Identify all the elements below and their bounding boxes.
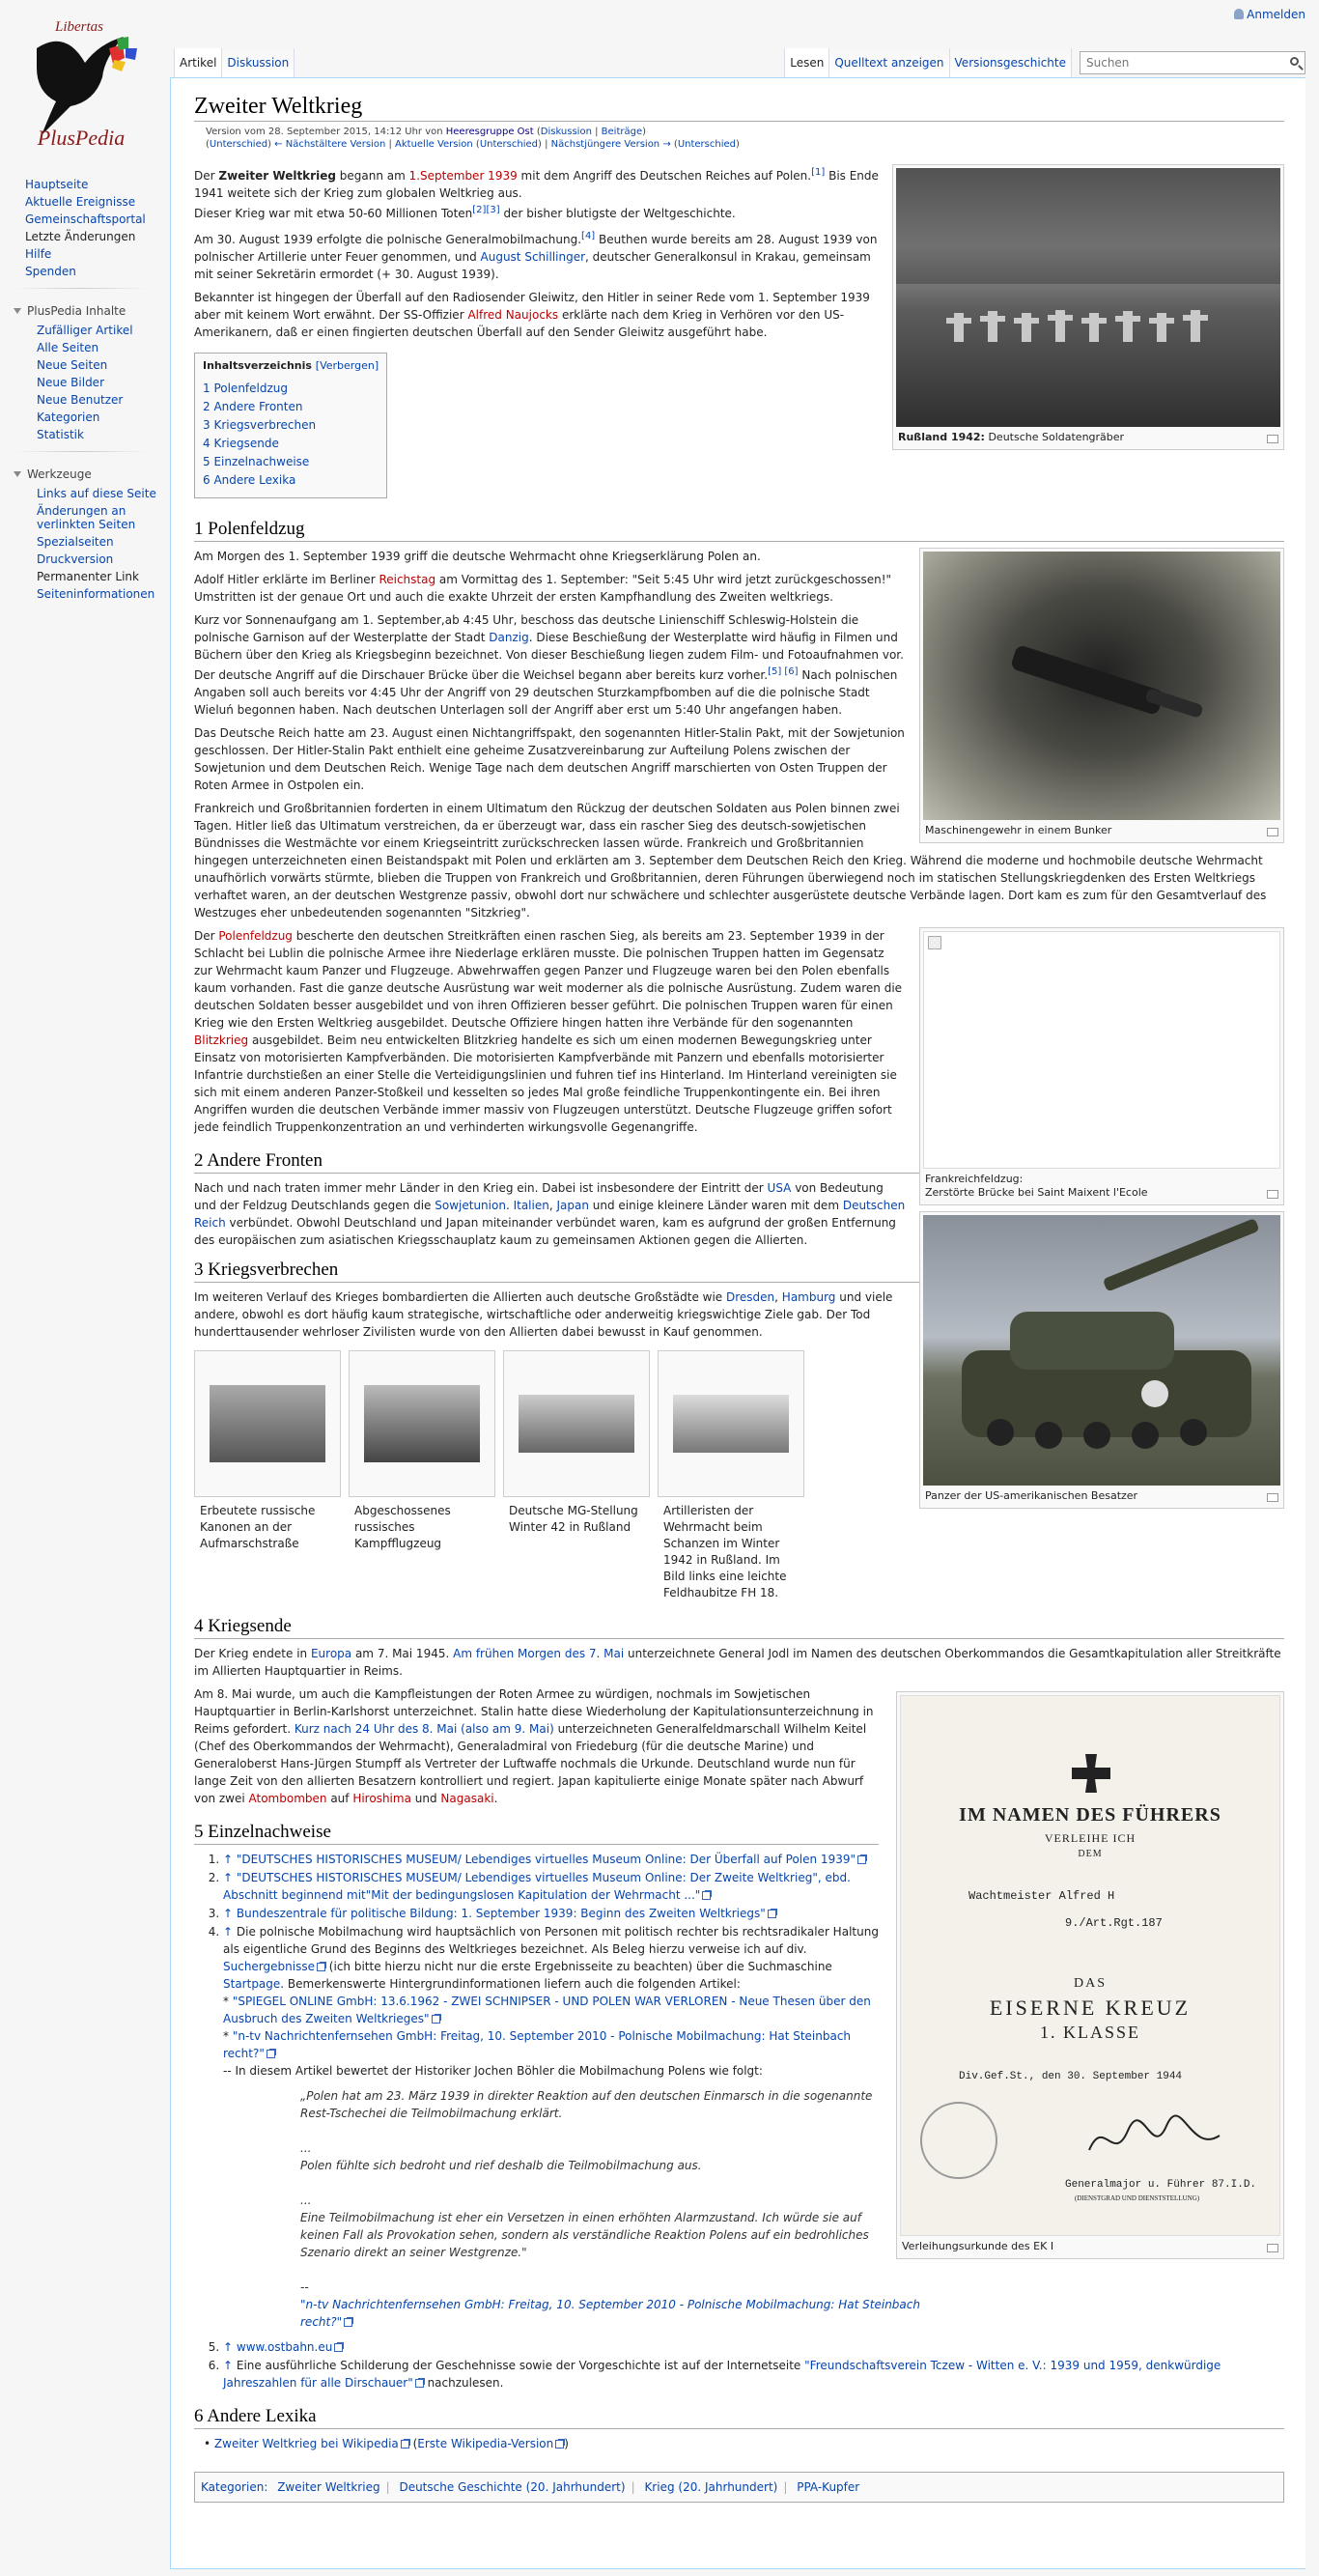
certificate-name: Wachtmeister Alfred H: [968, 1889, 1115, 1903]
separator: [14, 288, 149, 289]
thumb-caption: [923, 820, 1280, 839]
thumb-caption: [896, 427, 1280, 446]
view-tabs: [784, 48, 1305, 77]
reference-item: 4. ↑ Die polnische Mobilmachung wird hauptsächlich von Personen mit politisch rechter bis rechtsradikaler Haltung als eigentliche Grund des Beginns des Weltkrieges bezeichnet. Als Beleg hierzu verweise ich auf div. Suchergebnisse (ich bitte hierzu nicht nur die erste Ergebnisseite zu beachten) über die Suchmaschine Startpage. Bemerkenswerte Hintergrundinformationen liefern auch die folgenden Artikel: * "SPIEGEL ONLINE GmbH: 13.6.1962 - ZWEI SCHNIPSER - UND POLEN WAR VERLOREN - Neue Thesen über den Ausbruch des Zweiten Weltkrieges" * "n-tv Nachrichtenfernsehen GmbH: Freitag, 10. September 2010 - Polnische Mobilmachung: Hat Steinbach recht?" -- In diesem Artikel bewertet der Historiker Jochen Böhler die Mobilmachung Polens wie folgt: „Polen hat am 23. März 1939 in direkter Reaktion auf den deutschen Einmarsch in die sogenannte Rest-Tschechei die Teilmobilmachung erklärt. ... Polen fühlte sich bedroht und rief deshalb die Teilmobilmachung aus. ... Eine Teilmobilmachung ist eher ein Versetzen in einen erhöhten Alarmzustand. Ich würde sie auf keinen Fall als Provokation sehen, sondern als verständliche Reaktion Polens auf ein bedrohliches Szenario direkt an seiner Westgrenze." -- "n-tv Nachrichtenfernsehen GmbH: Freitag, 10. September 2010 - Polnische Mobilmachung: Hat Steinbach recht?": [223, 1923, 1284, 2331]
gallery-item: [658, 1350, 804, 1601]
user-bar: [1234, 8, 1305, 21]
ntv-link[interactable]: "n-tv Nachrichtenfernsehen GmbH: Freitag, 10. September 2010 - Polnische Mobilmachung: Hat Steinbach recht?": [223, 2029, 852, 2060]
tab-article-label[interactable]: Artikel: [180, 56, 217, 70]
toc-item[interactable]: 3 Kriegsverbrechen: [203, 418, 317, 432]
revinfo-text: (: [472, 139, 480, 150]
link-deutsches-reich[interactable]: Deutschen Reich: [194, 1199, 906, 1230]
image-bunker-mg[interactable]: [923, 552, 1280, 820]
spiegel-link[interactable]: "SPIEGEL ONLINE GmbH: 13.6.1962 - ZWEI SCHNIPSER - UND POLEN WAR VERLOREN - Neue Thesen über den Ausbruch des Zweiten Weltkrieges": [223, 1995, 871, 2025]
backlink[interactable]: ↑: [223, 2340, 234, 2354]
link-polenfeldzug[interactable]: Polenfeldzug: [218, 929, 293, 943]
gallery-image-mg[interactable]: [519, 1395, 634, 1453]
page-title: Zweiter Weltkrieg: [194, 92, 1284, 122]
nav-whatlinkshere[interactable]: Links auf diese Seite: [37, 487, 156, 500]
toc-toggle[interactable]: [Verbergen]: [315, 359, 379, 372]
revinfo-text: ): [267, 139, 275, 150]
revinfo-text: |: [591, 127, 602, 137]
search-results-link[interactable]: Suchergebnisse: [223, 1960, 315, 1973]
toc-item[interactable]: 5 Einzelnachweise: [203, 455, 310, 468]
link-august-schillinger[interactable]: August Schillinger: [480, 250, 586, 264]
tab-history[interactable]: [949, 48, 1072, 77]
quote-text: ...: [300, 2194, 312, 2207]
link-japan[interactable]: Japan: [556, 1199, 589, 1212]
first-wikipedia-version-link[interactable]: Erste Wikipedia-Version: [417, 2437, 554, 2450]
quote-text: ...: [300, 2141, 312, 2155]
certificate-unit: 9./Art.Rgt.187: [1065, 1916, 1163, 1930]
portal-inhalte-heading[interactable]: PlusPedia Inhalte: [25, 302, 170, 320]
external-link-icon: [334, 2343, 343, 2352]
gallery-caption: Artilleristen der Wehrmacht beim Schanzen im Winter 1942 in Rußland. Im Bild links eine leichte Feldhaubitze FH 18.: [663, 1504, 787, 1599]
link-hiroshima[interactable]: Hiroshima: [352, 1792, 411, 1805]
diff-link[interactable]: Unterschied: [479, 139, 538, 150]
nav-donate[interactable]: Spenden: [25, 265, 76, 278]
search-input[interactable]: [1080, 52, 1274, 73]
nav-statistics[interactable]: Statistik: [37, 428, 84, 441]
login-link[interactable]: Anmelden: [1247, 8, 1305, 21]
link-europa[interactable]: Europa: [310, 1647, 352, 1660]
broken-image-icon: [928, 936, 941, 949]
ref-link[interactable]: [2][3]: [472, 205, 500, 215]
enlarge-icon[interactable]: [1267, 828, 1278, 836]
backlink[interactable]: ↑: [223, 1925, 234, 1939]
user-icon: [1234, 9, 1244, 19]
reference-link[interactable]: "DEUTSCHES HISTORISCHES MUSEUM/ Lebendiges virtuelles Museum Online: Der Zweite Weltkrieg", ebd. Abschnitt beginnend mit"Mit der bedingungslosen Kapitulation der Wehrmacht ...": [223, 1871, 851, 1902]
image-gallery: [194, 1350, 906, 1601]
gallery-image-frame: [194, 1350, 341, 1497]
nav-help[interactable]: Hilfe: [25, 247, 52, 261]
search-icon[interactable]: [1290, 57, 1299, 66]
gallery-item: [194, 1350, 341, 1601]
category-link[interactable]: PPA-Kupfer: [797, 2480, 860, 2494]
gallery-image-plane[interactable]: [364, 1385, 480, 1462]
section-heading: 4 Kriegsende: [194, 1615, 1284, 1639]
image-ek-certificate[interactable]: [900, 1695, 1280, 2236]
separator: [14, 451, 149, 452]
certificate-text: DAS: [1073, 1976, 1107, 1991]
signature-icon: [1084, 2111, 1229, 2169]
iron-cross-icon: [1072, 1754, 1110, 1793]
tab-discussion[interactable]: [221, 48, 295, 77]
external-link-icon: [768, 1910, 776, 1918]
intro-paragraph: Bekannter ist hingegen der Überfall auf den Radiosender Gleiwitz, den Hitler in seiner Rede vom 1. September 1939 aber mit keinem Wort erwähnt. Der SS-Offizier Alfred Naujocks erklärte nach dem Krieg in Verhören vor den US-Amerikanern, daß er einen fingierten deutschen Überfall auf den Sender Gleiwitz ausgeführt habe.: [194, 291, 870, 339]
ref-link[interactable]: [5] [6]: [768, 666, 799, 677]
revinfo-contrib-link[interactable]: Beiträge: [601, 127, 643, 137]
enlarge-icon[interactable]: [1267, 435, 1278, 443]
link-hamburg[interactable]: Hamburg: [781, 1290, 836, 1304]
backlink[interactable]: ↑: [223, 1871, 234, 1884]
caption-text: Verleihungsurkunde des EK I: [902, 2240, 1054, 2252]
thumb-graves: [892, 164, 1284, 450]
tab-history-label[interactable]: Versionsgeschichte: [954, 56, 1066, 70]
gallery-caption: Deutsche MG-Stellung Winter 42 in Rußland: [509, 1504, 638, 1534]
paragraph: Der Krieg endete in Europa am 7. Mai 1945. Am frühen Morgen des 7. Mai unterzeichnete General Jodl im Namen des deutschen Oberkommandos die Gesamtkapitulation aller Streitkräfte im Allierten Hauptquartier in Reims.: [194, 1647, 1281, 1678]
image-us-tank[interactable]: [923, 1215, 1280, 1486]
nav-current-events[interactable]: Aktuelle Ereignisse: [25, 195, 136, 209]
section-heading: 6 Andere Lexika: [194, 2405, 1284, 2429]
caption-text: Frankreichfeldzug:: [925, 1173, 1024, 1185]
category-link[interactable]: Deutsche Geschichte (20. Jahrhundert): [399, 2480, 626, 2494]
toc-title: Inhaltsverzeichnis: [203, 359, 312, 372]
sidebar: [25, 176, 170, 603]
revision-info: [206, 126, 746, 151]
paragraph: Adolf Hitler erklärte im Berliner Reichstag am Vormittag des 1. September: "Seit 5:45 Uhr wird jetzt zurückgeschossen!" Umstritten ist der genaue Ort und auch die exakte Uhrzeit der ersten Kampfhandlung des Zweiten weltkriegs.: [194, 573, 892, 604]
link-reichstag[interactable]: Reichstag: [379, 573, 436, 586]
external-link-icon: [432, 2015, 440, 2024]
quote-text: Eine Teilmobilmachung ist eher ein Versetzen in einen erhöhten Alarmzustand. Ich würde sie auf keinen Fall als Provokation sehen, sondern als verständliche Reaktion Polens auf ein bedrohliches Szenario direkt an seiner Westgrenze.": [300, 2211, 869, 2259]
gallery-caption: Erbeutete russische Kanonen an der Aufmarschstraße: [200, 1504, 316, 1550]
intro-paragraph: Am 30. August 1939 erfolgte die polnische Generalmobilmachung.[4] Beuthen wurde bereits am 28. August 1939 von polnischer Artillerie unter Feuer genommen, und August Schillinger, deutscher Generalkonsul in Krakau, gemeinsam mit seiner Sekretärin ermordet (+ 30. August 1939).: [194, 231, 878, 281]
gallery-image-artillery[interactable]: [673, 1395, 789, 1453]
link-nagasaki[interactable]: Nagasaki: [440, 1792, 494, 1805]
external-link-icon: [857, 1855, 866, 1864]
thumb-caption: [923, 1486, 1280, 1505]
nav-random-article[interactable]: Zufälliger Artikel: [37, 324, 133, 337]
search-box: [1080, 51, 1305, 74]
gallery-image-frame: [349, 1350, 495, 1497]
tab-read-label[interactable]: Lesen: [790, 56, 825, 70]
certificate-award: EISERNE KREUZ: [989, 1996, 1192, 2020]
gallery-image-frame: [658, 1350, 804, 1497]
revinfo-text: (: [206, 139, 210, 150]
nav-new-users[interactable]: Neue Benutzer: [37, 393, 124, 407]
thumb-caption: [923, 1169, 1280, 1202]
external-link-icon: [555, 2440, 564, 2449]
wikipedia-link[interactable]: Zweiter Weltkrieg bei Wikipedia: [213, 2437, 399, 2450]
category-links: Kategorien: Zweiter Weltkrieg | Deutsche Geschichte (20. Jahrhundert) | Krieg (20. Jahrhundert) | PPA-Kupfer: [194, 2472, 1284, 2503]
backlink[interactable]: ↑: [223, 1907, 234, 1920]
reference-link[interactable]: Bundeszentrale für politische Bildung: 1. September 1939: Beginn des Zweiten Weltkriegs": [236, 1907, 766, 1920]
revinfo-text: Version vom 28. September 2015, 14:12 Uhr von: [206, 127, 446, 137]
tab-view-source[interactable]: [828, 48, 948, 77]
diff-link[interactable]: Unterschied: [677, 139, 736, 150]
nav-recent-changes[interactable]: Letzte Änderungen: [25, 230, 136, 243]
logo-text: PlusPedia: [37, 126, 126, 150]
toc-item[interactable]: 1 Polenfeldzug: [203, 382, 289, 395]
bold-term: Zweiter Weltkrieg: [218, 169, 336, 183]
link-italien[interactable]: Italien: [513, 1199, 549, 1212]
reference-link[interactable]: "DEUTSCHES HISTORISCHES MUSEUM/ Lebendiges virtuelles Museum Online: Der Überfall auf Polen 1939": [236, 1853, 856, 1866]
section-heading: 5 Einzelnachweise: [194, 1821, 879, 1845]
reference-item: 6. ↑ Eine ausführliche Schilderung der Geschehnisse sowie der Vorgeschichte ist auf der Internetseite "Freundschaftsverein Tczew - Witten e. V.: 1939 und 1959, denkwürdige Jahreszahlen für alle Dirschauer" nachzulesen.: [223, 2357, 1284, 2392]
nav-main-page[interactable]: Hauptseite: [25, 178, 89, 191]
external-link-icon: [317, 1963, 325, 1971]
content-area: [170, 77, 1305, 2569]
paragraph: Frankreich und Großbritannien forderten in einem Ultimatum den Rückzug der deutschen Soldaten aus Polen binnen zwei Tagen. Hitler ließ das Ultimatum verstreichen, da er überzeugt war, dass ein rascher Sieg des deutsch-sowjetischen Bündnisses die Westmächte vor einem Kriegseintritt zurückschrecken lassen würde. Frankreich und Großbritannien hingegen unterzeichneten einen Beistandspakt mit Polen und erklärten am 3. September dem Deutschen Reich den Krieg. Während die moderne und hochmobile deutsche Wehrmacht unaufhörlich vorwärts stürmte, blieben die Truppen von Frankreich und Großbritannien, deren Führungen überwiegend noch im statischen Stellungskriegdenken des Ersten Weltkriegs verhaftet waren, an der deutschen Westgrenze passiv, obwohl dort nur schwächere und schlechter ausgerüstete deutsche Verbände lagen. Dort kam es zum für den Gesamtverlauf des Westzuges eher unbedeutenden sogenannten "Sitzkrieg".: [194, 802, 1267, 920]
revinfo-text: ) |: [537, 139, 551, 150]
older-version-link[interactable]: ← Nächstältere Version: [274, 139, 386, 150]
revinfo-text: ): [642, 127, 647, 137]
external-link-icon: [344, 2318, 352, 2327]
link-9-mai[interactable]: Kurz nach 24 Uhr des 8. Mai (also am 9. Mai): [294, 1722, 554, 1736]
gallery-item: [349, 1350, 495, 1601]
nav-all-pages[interactable]: Alle Seiten: [37, 341, 99, 354]
other-lexika-list: [204, 2435, 1284, 2452]
revinfo-text: ): [735, 139, 740, 150]
section-heading: 2 Andere Fronten: [194, 1149, 1284, 1174]
gallery-image-frame: [503, 1350, 650, 1497]
gallery-caption: Abgeschossenes russisches Kampfflugzeug: [354, 1504, 451, 1550]
link-danzig[interactable]: Danzig: [489, 631, 529, 644]
toc-item[interactable]: 4 Kriegsende: [203, 437, 279, 450]
certificate-date: Div.Gef.St., den 30. September 1944: [959, 2071, 1183, 2082]
paragraph: Am 8. Mai wurde, um auch die Kampfleistungen der Roten Armee zu würdigen, nochmals im Sowjetischen Hauptquartier in Berlin-Karlshorst unterzeichnet. Stalin hatte diese Wiederholung der Kapitulationsunterzeichnung in Reims gefordert. Kurz nach 24 Uhr des 8. Mai (also am 9. Mai) unterzeichneten Generalfeldmarschall Wilhelm Keitel (Chef des Oberkommandos der Wehrmacht), Generaladmiral von Friedeburg (für die deutsche Marine) und Generaloberst Hans-Jürgen Stumpff als Vertreter der Luftwaffe nochmals die Urkunde. Deutschland wurde nun für lange Zeit von den allierten Besatzern kontrolliert und regiert. Japan kapitulierte einige Monate später nach Abwurf von zwei Atombomben auf Hiroshima und Nagasaki.: [194, 1687, 874, 1805]
paragraph: Am Morgen des 1. September 1939 griff die deutsche Wehrmacht ohne Kriegserklärung Polen an.: [194, 550, 761, 563]
certificate-text: DEM: [1078, 1849, 1103, 1859]
category-link[interactable]: Krieg (20. Jahrhundert): [644, 2480, 778, 2494]
revinfo-text: |: [385, 139, 396, 150]
paragraph: Kurz vor Sonnenaufgang am 1. September,ab 4:45 Uhr, beschoss das deutsche Linienschiff Schleswig-Holstein die polnische Garnison auf der Westerplatte der Stadt Danzig. Diese Beschießung der Westerplatte wird häufig in Filmen und Büchern über den Krieg als Kriegsbeginn bezeichnet. Von dieser Beschießung liegen zudem Film- und Fotoaufnahmen vor. Der deutsche Angriff auf die Dirschauer Brücke über die Weichsel begann aber bereits kurz vorher.[5] [6] Nach polnischen Angaben soll auch bereits vor 4:45 Uhr der Angriff von 29 deutschen Sturzkampfbomben auf die die polnische Stadt Wieluń begonnen haben. Nach deutschen Unterlagen soll der Angriff aber erst um 5:40 Uhr angefangen haben.: [194, 613, 904, 717]
external-link-icon: [415, 2379, 424, 2388]
link-dresden[interactable]: Dresden: [726, 1290, 775, 1304]
thumb-bunker: [919, 548, 1284, 843]
certificate-heading: IM NAMEN DES FÜHRERS: [959, 1804, 1221, 1826]
paragraph: Das Deutsche Reich hatte am 23. August einen Nichtangriffspakt, den sogenannten Hitler-Stalin Pakt, mit der Sowjetunion geschlossen. Der Hitler-Stalin Pakt enthielt eine geheime Zusatzvereinbarung zur Aufteilung Polens zwischen der Sowjetunion und dem Deutschen Reich. Wenige Tage nach dem deutschen Angriff marschierten von Osten Truppen der Roten Armee in Ostpolen ein.: [194, 726, 905, 792]
link-sowjetunion[interactable]: Sowjetunion: [435, 1199, 506, 1212]
intro-paragraph: Der Zweiter Weltkrieg begann am 1.September 1939 mit dem Angriff des Deutschen Reiches auf Polen.[1] Bis Ende 1941 weitete sich der Krieg zum globalen Weltkrieg aus. Dieser Krieg war mit etwa 50-60 Millionen Toten[2][3] der bisher blutigste der Weltgeschichte.: [194, 167, 879, 220]
caption-text: Deutsche Soldatengräber: [984, 431, 1125, 443]
tab-read[interactable]: [784, 48, 828, 77]
external-link-icon: [401, 2440, 409, 2449]
current-version-link[interactable]: Aktuelle Version: [395, 139, 473, 150]
link-atombomben[interactable]: Atombomben: [248, 1792, 327, 1805]
toc-item[interactable]: 2 Andere Fronten: [203, 400, 303, 413]
image-soldier-graves[interactable]: [896, 168, 1280, 427]
thumb-caption: [900, 2236, 1280, 2255]
certificate-signature-line: Generalmajor u. Führer 87.I.D.: [1065, 2179, 1257, 2191]
namespace-tabs: [174, 48, 295, 77]
reference-text: -- In diesem Artikel bewertet der Historiker Jochen Böhler die Mobilmachung Polens wie folgt:: [223, 2064, 763, 2078]
revinfo-user-link[interactable]: Heeresgruppe Ost: [445, 127, 534, 137]
thumb-certificate: [896, 1691, 1284, 2259]
quote: [300, 2087, 957, 2331]
reference-item: [223, 2338, 1284, 2356]
link-usa[interactable]: USA: [767, 1181, 792, 1195]
nav-special-pages[interactable]: Spezialseiten: [37, 535, 114, 549]
backlink[interactable]: ↑: [223, 1853, 234, 1866]
quote-text: „Polen hat am 23. März 1939 in direkter Reaktion auf den deutschen Einmarsch in die sogenannte Rest-Tschechei die Teilmobilmachung erklärt.: [300, 2089, 873, 2120]
paragraph: Der Polenfeldzug bescherte den deutschen Streitkräften einen raschen Sieg, als bereits am 23. September 1939 in der Schlacht bei Lublin die polnische Armee ihre Niederlage erklären musste. Die polnischen Truppen hatten im Gegensatz zur Wehrmacht kaum Panzer und Flugzeuge. Abwehrwaffen gegen Panzer und Flugzeuge waren bei den Polen ebenfalls kaum vorhanden. Fast die ganze deutsche Ausrüstung war weit moderner als die polnische Ausrüstung. Zudem waren die deutschen Soldaten besser ausgebildet und von ihren Offizieren besser geführt. Die polnischen Truppen waren für einen Krieg wie den Ersten Weltkrieg ausgebildet. Deutsche Offiziere hingen hatten ihre Verbände für den sogenannten Blitzkrieg ausgebildet. Beim neu entwickelten Blitzkrieg handelte es sich um einen modernen Bewegungskrieg unter Einsatz von motorisierten Kampfverbänden. Die motorisierten Kampfverbände mit Panzern und ebenfalls motorisierter Infantrie durchstießen an einer Stelle die Verteidigungslinien und fuhren tief ins Hinterland. Im Hinterland vereinigten sie sich mit einem anderen Panzer-Stoßkeil und kesselten so jedes Mal große feindliche Truppenkontingente ein. Bei ihren Angriffen wurden die deutschen Verbände immer massiv von Flugzeugen unterstützt. Deutsche Flugzeuge griffen sofort jede feindlich Truppenkonzentration an und verhinderten wirkungsvolle Gegenangriffe.: [194, 929, 903, 1134]
revinfo-text: (: [533, 127, 541, 137]
caption-text: Panzer der US-amerikanischen Besatzer: [925, 1489, 1138, 1502]
nav-page-info[interactable]: Seiteninformationen: [37, 587, 155, 601]
link-7-mai[interactable]: Am frühen Morgen des 7. Mai: [453, 1647, 625, 1660]
link-1-september-1939[interactable]: 1.September 1939: [408, 169, 518, 183]
tab-article[interactable]: [174, 48, 221, 77]
ref-link[interactable]: [4]: [581, 231, 596, 241]
nav-new-pages[interactable]: Neue Seiten: [37, 358, 108, 372]
newer-version-link[interactable]: Nächstjüngere Version →: [550, 139, 671, 150]
startpage-link[interactable]: Startpage: [223, 1977, 281, 1991]
list-item: • Zweiter Weltkrieg bei Wikipedia (Erste Wikipedia-Version ): [204, 2437, 569, 2450]
revinfo-text: (: [670, 139, 678, 150]
toc-item[interactable]: 6 Andere Lexika: [203, 473, 296, 487]
paragraph: Im weiteren Verlauf des Krieges bombardierten die Allierten auch deutsche Großstädte wie Dresden, Hamburg und viele andere, obwohl es dort häufig kaum strategische, wirtschaftliche oder anderweitig kriegswichtige Ziele gab. Der Tod hunderttausender wehrloser Zivilisten wurde von den Allierten dabei bewusst in Kauf genommen.: [194, 1290, 893, 1339]
thumb-bridge: [919, 927, 1284, 1205]
caption-text: Maschinengewehr in einem Bunker: [925, 824, 1112, 836]
gallery-item: [503, 1350, 650, 1601]
gallery-image-cannons[interactable]: [210, 1385, 325, 1462]
diff-link[interactable]: Unterschied: [209, 139, 268, 150]
ntv-quote-link[interactable]: "n-tv Nachrichtenfernsehen GmbH: Freitag, 10. September 2010 - Polnische Mobilmachung: Hat Steinbach recht?": [300, 2298, 920, 2329]
portal-tools-heading[interactable]: Werkzeuge: [25, 466, 170, 483]
external-link-icon: [267, 2050, 275, 2058]
nav-categories[interactable]: Kategorien: [37, 410, 100, 424]
certificate-class: 1. KLASSE: [1039, 2023, 1140, 2042]
section-heading: 1 Polenfeldzug: [194, 518, 1284, 542]
nav-related-changes[interactable]: Änderungen an verlinkten Seiten: [37, 504, 136, 531]
certificate-text: VERLEIHE ICH: [1044, 1831, 1137, 1845]
paragraph: Nach und nach traten immer mehr Länder in den Krieg ein. Dabei ist insbesondere der Eintritt der USA von Bedeutung und der Feldzug Deutschlands gegen die Sowjetunion. Italien, Japan und einige kleinere Länder waren mit dem Deutschen Reich verbündet. Obwohl Deutschland und Japan miteinander verbündet waren, kam es aufgrund der großen Entfernung des europäischen zum asiatischen Kriegsschauplatz kaum zu gemeinsamen Aktionen gegen die Allierten.: [194, 1181, 906, 1247]
nav-print[interactable]: Druckversion: [37, 552, 114, 566]
thumb-tank: [919, 1211, 1284, 1509]
tab-view-source-label[interactable]: Quelltext anzeigen: [834, 56, 944, 70]
tab-discussion-label[interactable]: Diskussion: [227, 56, 290, 70]
caption-text: Zerstörte Brücke bei Saint Maixent l'Ecole: [925, 1186, 1148, 1199]
nav-permalink[interactable]: Permanenter Link: [37, 570, 139, 583]
section-heading: 3 Kriegsverbrechen: [194, 1259, 1284, 1283]
backlink[interactable]: ↑: [223, 2359, 234, 2372]
stamp-icon: [920, 2102, 997, 2179]
nav-community-portal[interactable]: Gemeinschaftsportal: [25, 212, 146, 226]
quote-text: --: [300, 2280, 309, 2294]
link-blitzkrieg[interactable]: Blitzkrieg: [194, 1033, 249, 1047]
certificate-text: (DIENSTGRAD UND DIENSTSTELLUNG): [1075, 2194, 1200, 2202]
revinfo-talk-link[interactable]: Diskussion: [540, 127, 592, 137]
table-of-contents: [194, 353, 387, 498]
site-logo[interactable]: [17, 10, 153, 159]
caption-bold: Rußland 1942:: [898, 431, 985, 443]
image-broken-placeholder[interactable]: [923, 931, 1280, 1169]
link-alfred-naujocks[interactable]: Alfred Naujocks: [467, 308, 559, 322]
category-link[interactable]: Zweiter Weltkrieg: [277, 2480, 380, 2494]
ref-link[interactable]: [1]: [811, 167, 826, 178]
nav-new-images[interactable]: Neue Bilder: [37, 376, 104, 389]
categories-label-link[interactable]: Kategorien:: [201, 2480, 268, 2494]
enlarge-icon[interactable]: [1267, 1493, 1278, 1502]
external-link-icon: [702, 1891, 711, 1900]
reference-link[interactable]: "Freundschaftsverein Tczew - Witten e. V.: 1939 und 1959, denkwürdige Jahreszahlen für alle Dirschauer": [223, 2359, 1221, 2390]
reference-link[interactable]: www.ostbahn.eu: [236, 2340, 333, 2354]
logo-motto: Libertas: [54, 19, 104, 35]
enlarge-icon[interactable]: [1267, 2244, 1278, 2252]
quote-text: Polen fühlte sich bedroht und rief deshalb die Teilmobilmachung aus.: [300, 2159, 702, 2172]
enlarge-icon[interactable]: [1267, 1190, 1278, 1199]
